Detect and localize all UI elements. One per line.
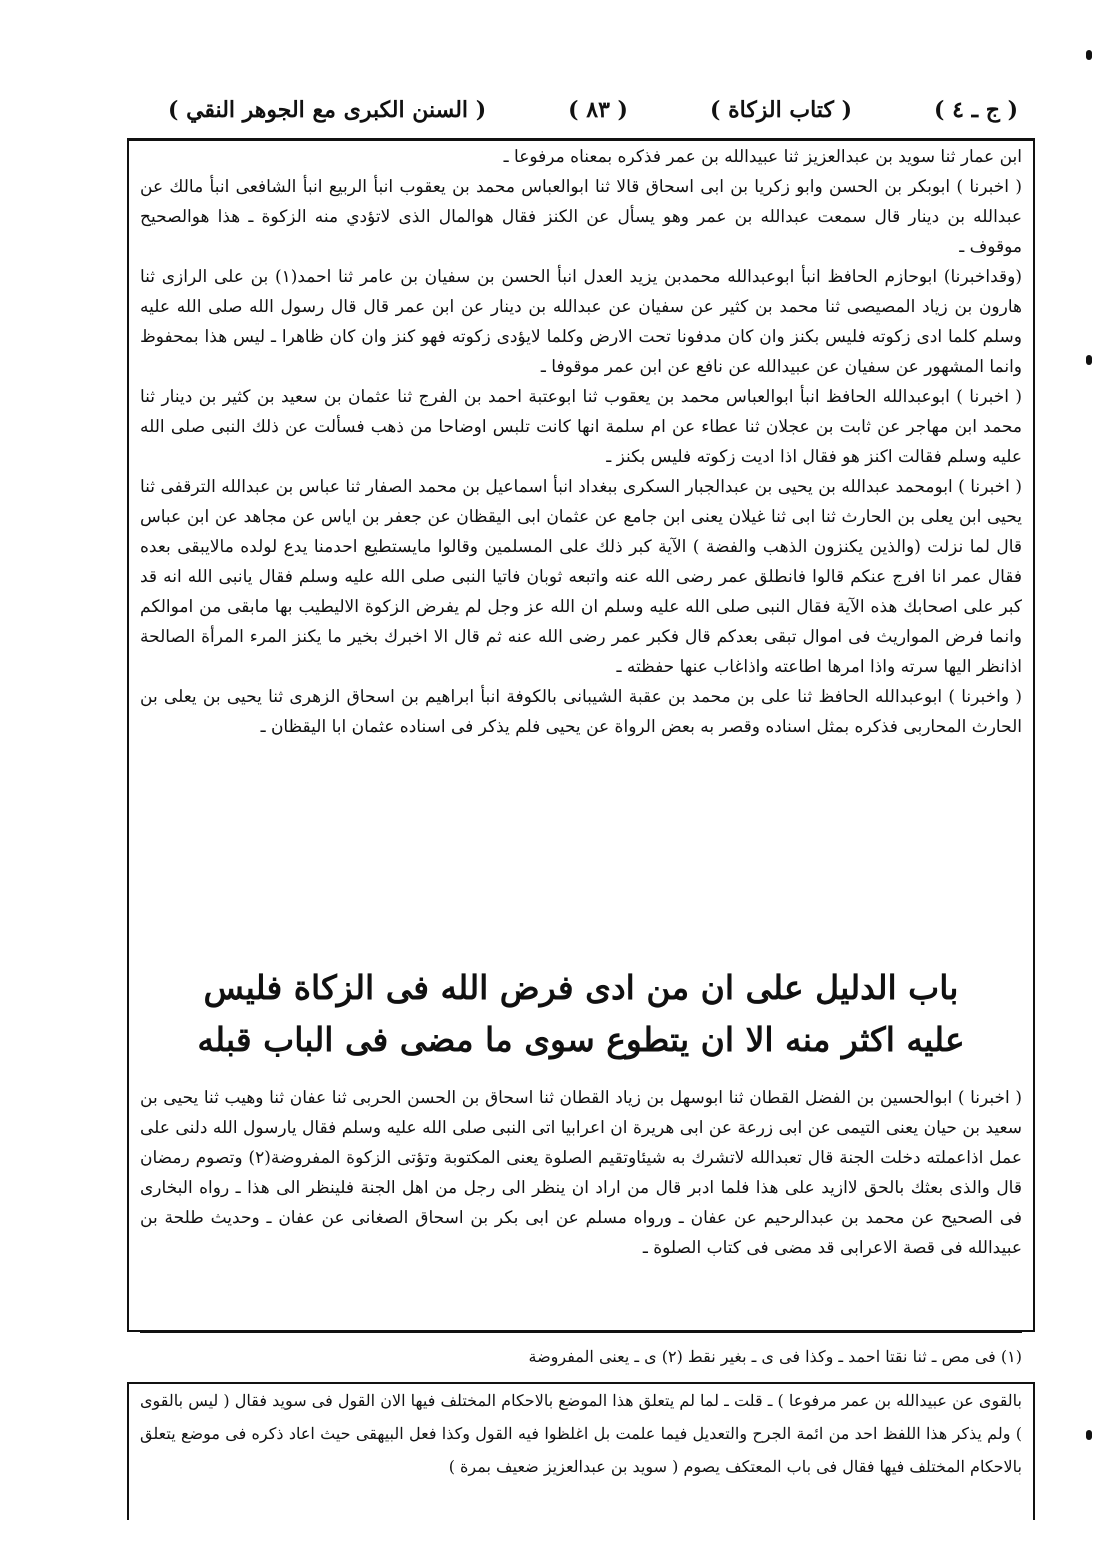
commentary-paragraph: بالقوى عن عبيدالله بن عمر مرفوعا ) ـ قلت ـ لما لم يتعلق هذا الموضع بالاحكام المختلف فيها الان القول فى سويد فقال ( ليس بالقوى ) ولم يذكر هذا اللفظ احد من ائمة الجرح والتعديل فيما علمت بل اغلظوا فيه القول وكذا فعل البيهقى حيث اعاد ذكره فى موضع يتعلق بالاحكام المختلف فيها فقال فى باب المعتكف يصوم ( سويد بن عبدالعزيز ضعيف بمرة ) [140,1391,1023,1476]
section-title [140,962,1022,1066]
footnote-text: (١) فى مص ـ ثنا نقتا احمد ـ وكذا فى ى ـ بغير نقط (٢) ى ـ يعنى المفروضة [528,1347,1022,1366]
main-text [140,142,1022,742]
book-title: ( السنن الكبرى مع الجوهر النقي ) [168,97,487,123]
page-number: ( ٨٣ ) [568,97,628,123]
paragraph: ( اخبرنا ) ابوبكر بن الحسن وابو زكريا بن ابى اسحاق قالا ثنا ابوالعباس محمد بن يعقوب انبأ الربيع انبأ الشافعى انبأ مالك عن عبدالله بن دينار قال سمعت عبدالله بن عمر وهو يسأل عن الكنز فقال هوالمال الذى لاتؤدي منه الزكوة ـ هذا هوالصحيح موقوف ـ [140,177,1022,257]
volume-label: ( ج ـ ٤ ) [934,97,1018,123]
paragraph: ( اخبرنا ) ابومحمد عبدالله بن يحيى بن عبدالجبار السكرى ببغداد انبأ اسماعيل بن محمد الصفار ثنا عباس بن عبدالله الترقفى ثنا يحيى ابن يعلى بن الحارث ثنا ابى ثنا غيلان يعنى ابن جامع عن عثمان ابى اليقظان عن جعفر بن اياس عن مجاهد عن ابن عباس قال لما نزلت (والذين يكنزون الذهب والفضة ) الآية كبر ذلك على المسلمين وقالوا مايستطيع احدمنا يدع لولده مالايبقى بعده فقال عمر انا افرج عنكم قالوا فانطلق عمر رضى الله عنه واتبعه ثوبان فاتيا النبى صلى الله عليه وسلم فقال يانبى الله انه قد كبر على اصحابك هذه الآية فقال النبى صلى الله عليه وسلم ان الله عز وجل لم يفرض الزكوة الاليطيب بها مابقى من اموالكم وانما فرض المواريث فى اموال تبقى بعدكم قال فكبر عمر رضى الله عنه ثم قال الا اخبرك بخير ما يكنز المرء المرأة الصالحة اذانظر اليها سرته واذا امرها اطاعته واذاغاب عنها حفظته ـ [140,477,1022,677]
chapter-title: ( كتاب الزكاة ) [710,97,852,123]
margin-mark [1086,1430,1092,1440]
paragraph: ابن عمار ثنا سويد بن عبدالعزيز ثنا عبيدالله بن عمر فذكره بمعناه مرفوعا ـ [503,147,1022,167]
paragraph: (وقداخبرنا) ابوحازم الحافظ انبأ ابوعبدالله محمدبن يزيد العدل انبأ الحسن بن سفيان بن عامر ثنا احمد(١) بن على الرازى ثنا هارون بن زياد المصيصى ثنا محمد بن كثير عن سفيان عن عبدالله بن دينار عن ابن عمر قال قال رسول الله صلى الله عليه وسلم كلما ادى زكوته فليس بكنز وان كان مدفونا تحت الارض وكلما لايؤدى زكوته فهو كنز وان كان ظاهرا ـ ليس هذا بمحفوظ وانما المشهور عن سفيان عن عبيدالله عن نافع عن ابن عمر موقوفا ـ [140,267,1022,377]
paragraph: ( اخبرنا ) ابوالحسين بن الفضل القطان ثنا ابوسهل بن زياد القطان ثنا اسحاق بن الحسن الحربى ثنا عفان ثنا وهيب ثنا يحيى بن سعيد بن حيان يعنى التيمى عن ابى زرعة عن ابى هريرة ان اعرابيا اتى النبى صلى الله عليه وسلم فقال يارسول الله دلنى على عمل اذاعملته دخلت الجنة قال تعبدالله لاتشرك به شيئاوتقيم الصلوة يعنى المكتوبة وتؤتى الزكوة المفروضة(٢) وتصوم رمضان قال والذى بعثك بالحق لاازيد على هذا فلما ادبر قال من اراد ان ينظر الى رجل من اهل الجنة فلينظر الى هذا ـ رواه البخارى فى الصحيح عن محمد بن عبدالرحيم عن عفان ـ ورواه مسلم عن ابى بكر بن اسحاق الصغانى عن عفان ـ وحديث طلحة بن عبيدالله فى قصة الاعرابى قد مضى فى كتاب الصلوة ـ [140,1088,1023,1258]
margin-mark [1086,355,1092,365]
section-title-line: عليه اكثر منه الا ان يتطوع سوى ما مضى فى الباب قبله [197,1020,965,1059]
main-text-continued [140,1083,1022,1263]
footnotes [140,1342,1022,1376]
page-header [168,92,1018,128]
margin-mark [1086,50,1092,60]
footnote-divider [140,1332,1022,1333]
paragraph: ( اخبرنا ) ابوعبدالله الحافظ انبأ ابوالعباس محمد بن يعقوب ثنا ابوعتبة احمد بن الفرج ثنا عثمان بن سعيد بن كثير بن دينار ثنا محمد ابن مهاجر عن ثابت بن عجلان ثنا عطاء عن ام سلمة انها كانت تلبس اوضاحا من ذهب فسألت عن ذلك النبى صلى الله عليه وسلم فقالت اكنز هو فقال اذا اديت زكوته فليس بكنز ـ [140,387,1022,467]
commentary-text [140,1384,1022,1483]
section-title-line: باب الدليل على ان من ادى فرض الله فى الزكاة فليس [203,968,959,1007]
paragraph: ( واخبرنا ) ابوعبدالله الحافظ ثنا على بن محمد بن عقبة الشيبانى بالكوفة انبأ ابراهيم بن اسحاق الزهرى ثنا يحيى بن يعلى بن الحارث المحاربى فذكره بمثل اسناده وقصر به بعض الرواة عن يحيى فلم يذكر فى اسناده عثمان ابا اليقظان ـ [140,687,1022,737]
